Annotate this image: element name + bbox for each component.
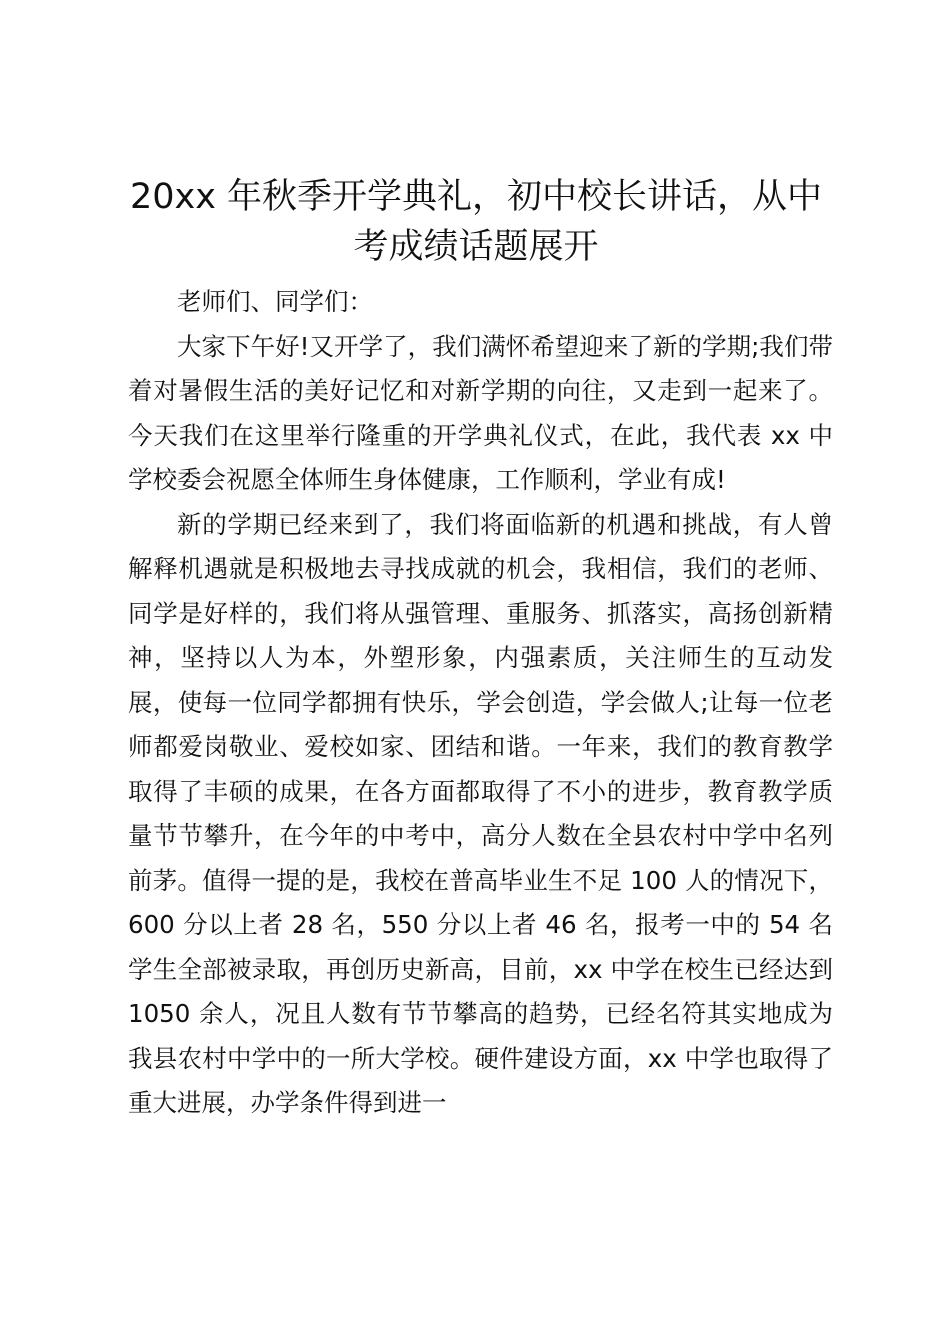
- greeting-paragraph: 大家下午好!又开学了，我们满怀希望迎来了新的学期;我们带着对暑假生活的美好记忆和对新学期的向往，又走到一起来了。今天我们在这里举行隆重的开学典礼仪式，在此，我代表 xx 中学校委会祝愿全体师生身体健康，工作顺利，学业有成!: [128, 331, 833, 494]
- achievement-paragraph: 新的学期已经来到了，我们将面临新的机遇和挑战，有人曾解释机遇就是积极地去寻找成就的机会，我相信，我们的老师、同学是好样的，我们将从强管理、重服务、抓落实，高扬创新精神，坚持以人为本，外塑形象，内强素质，关注师生的互动发展，使每一位同学都拥有快乐，学会创造，学会做人;让每一位老师都爱岗敬业、爱校如家、团结和谐。一年来，我们的教育教学取得了丰硕的成果，在各方面都取得了不小的进步，教育教学质量节节攀升，在今年的中考中，高分人数在全县农村中学中名列前茅。值得一提的是，我校在普高毕业生不足 100 人的情况下，600 分以上者 28 名，550 分以上者 46 名，报考一中的 54 名学生全部被录取，再创历史新高，目前，xx 中学在校生已经达到 1050 余人，况且人数有节节攀高的趋势，已经名符其实地成为我县农村中学中的一所大学校。硬件建设方面，xx 中学也取得了重大进展，办学条件得到进一: [128, 509, 833, 1117]
- document-body: [128, 280, 833, 1126]
- salutation-paragraph: 老师们、同学们：: [177, 287, 373, 316]
- document-title: 20xx 年秋季开学典礼，初中校长讲话，从中考成绩话题展开: [129, 177, 823, 267]
